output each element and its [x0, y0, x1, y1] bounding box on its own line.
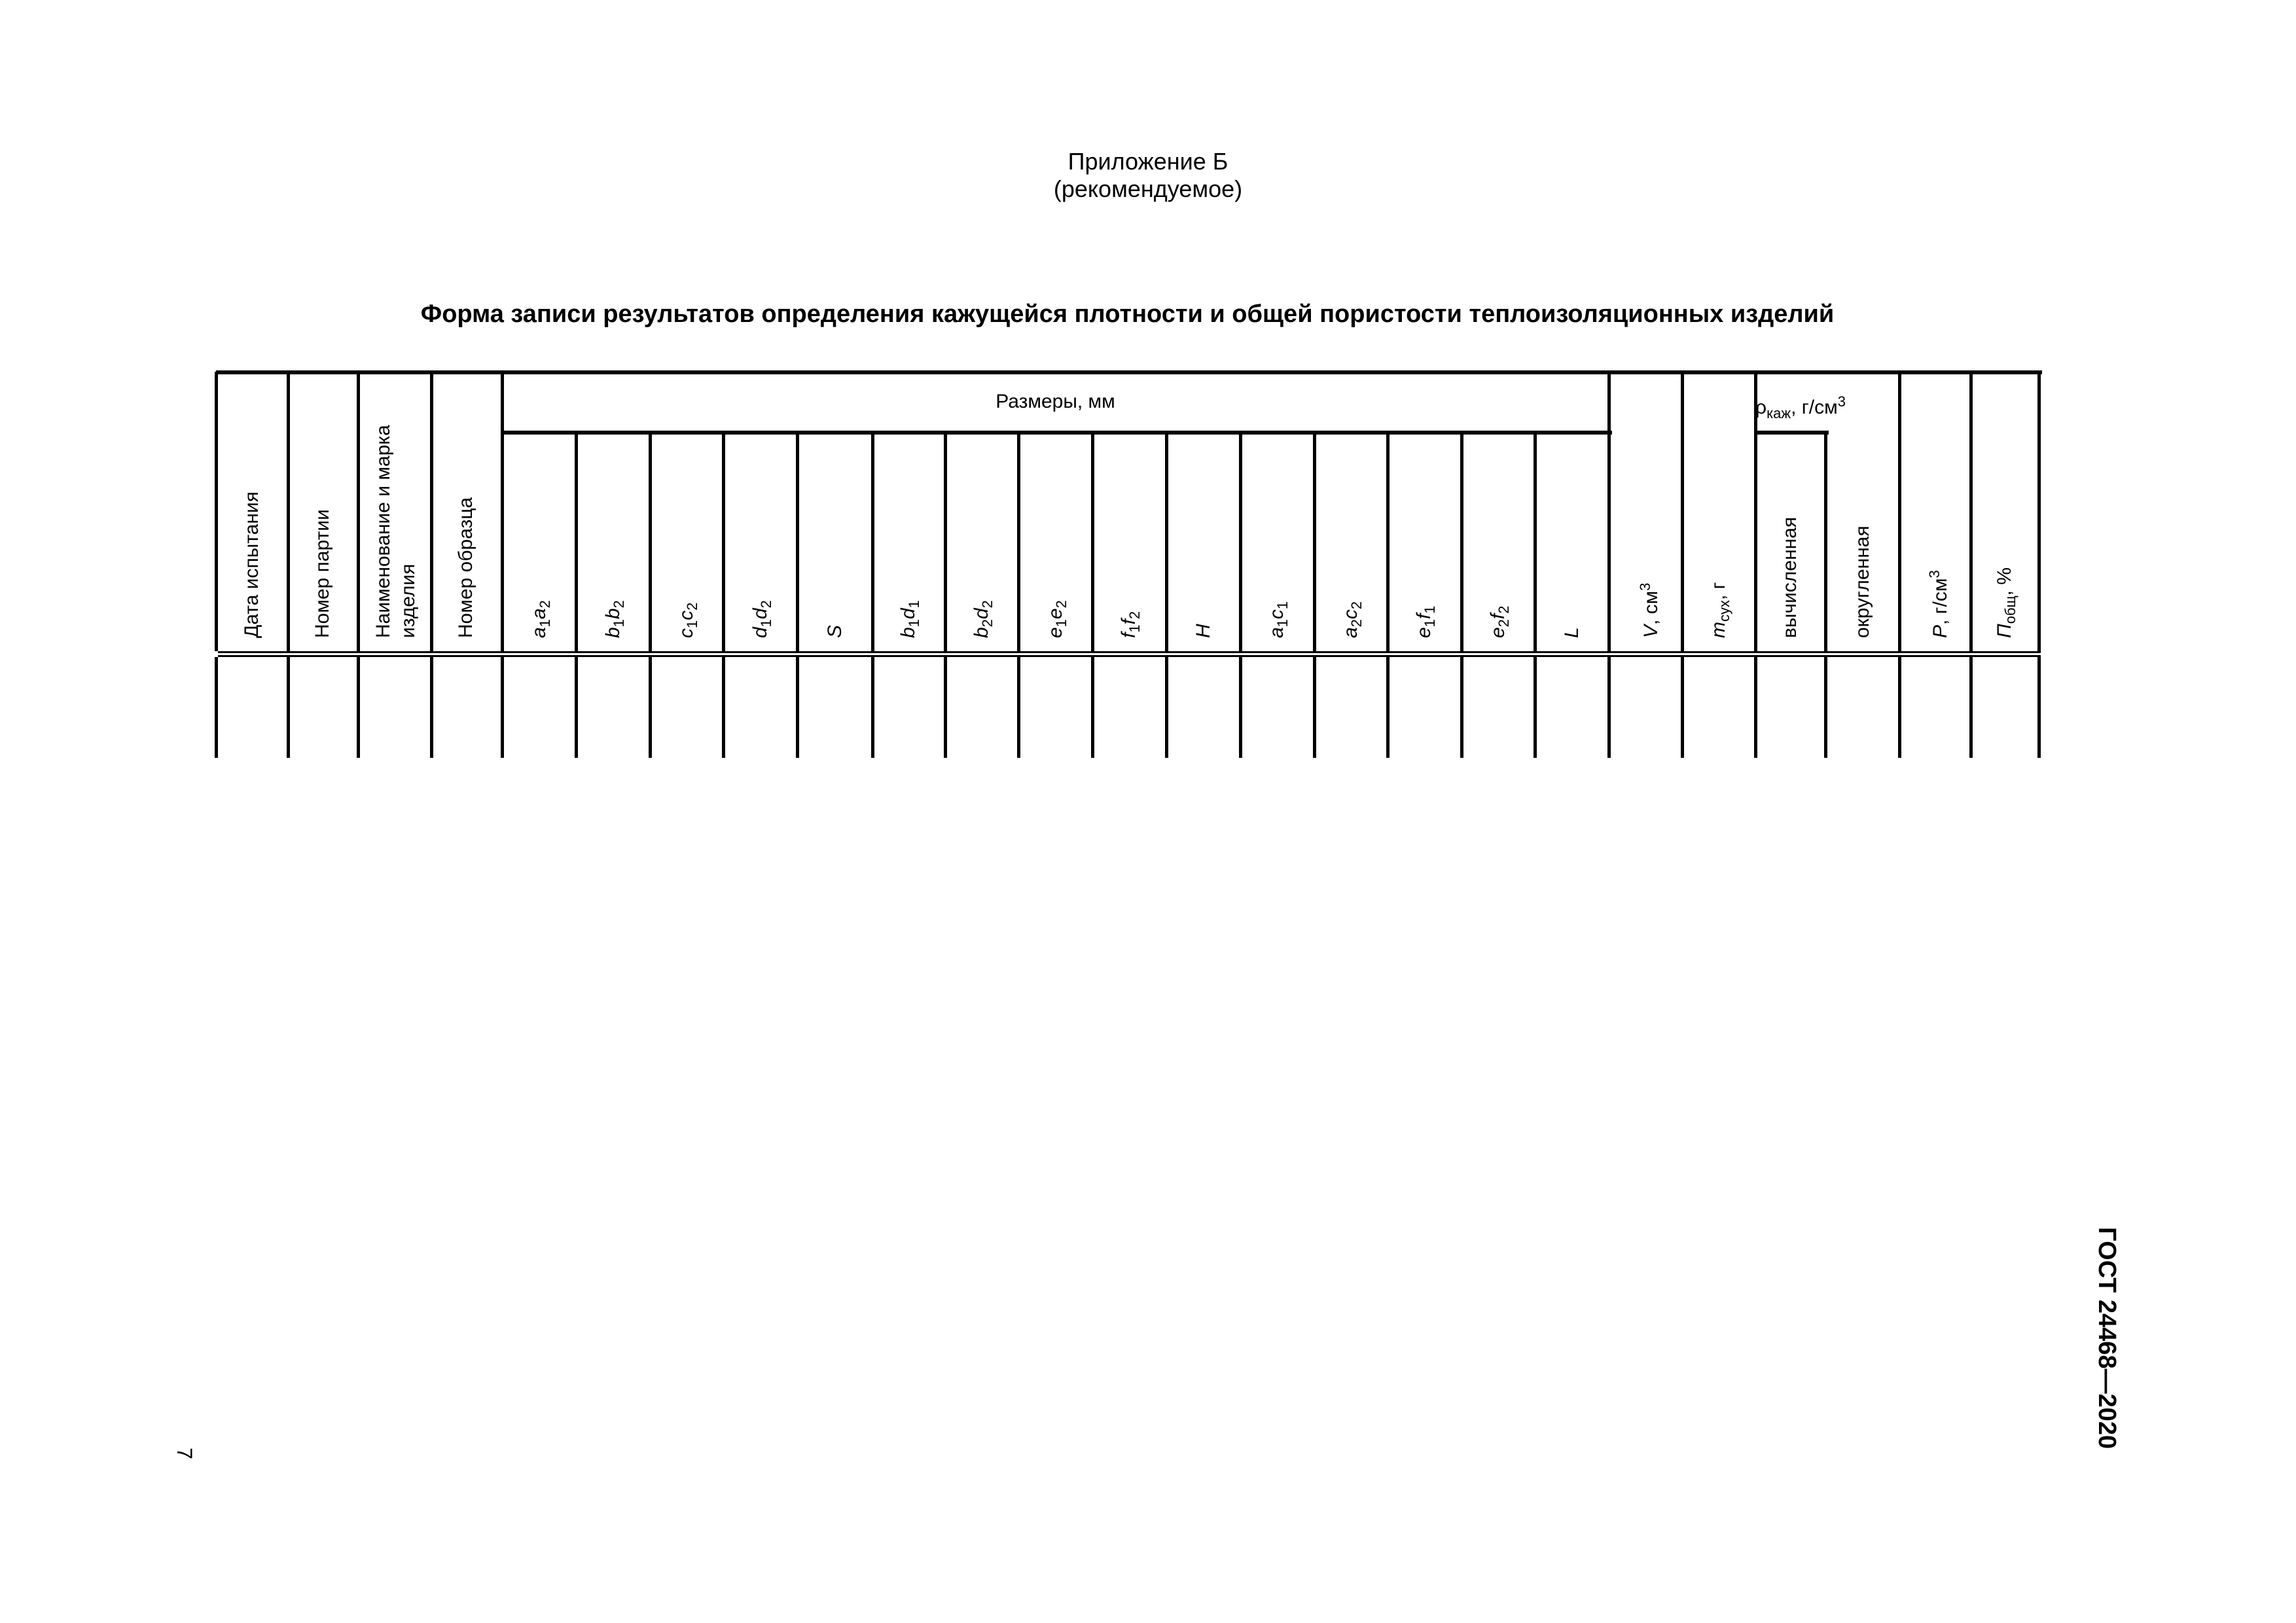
header-product-name-line2: изделия [397, 563, 419, 638]
header-b2d2: $b_2d_2$ [971, 600, 996, 638]
table-cell-volume[interactable] [1611, 657, 1681, 758]
column-border [796, 432, 799, 651]
column-border [575, 432, 578, 651]
column-border [722, 432, 725, 651]
table-cell-total-porosity[interactable] [1973, 657, 2037, 758]
column-border [501, 372, 504, 651]
density-subscript: каж [1767, 405, 1791, 421]
column-border [430, 372, 433, 651]
table-cell-true-density[interactable] [1901, 657, 1969, 758]
table-cell-b2d2[interactable] [947, 657, 1017, 758]
header-b1d1: $b_1d_1$ [897, 600, 922, 638]
header-a1a2: $a_1a_2$ [528, 600, 553, 638]
header-L: L [1561, 627, 1583, 638]
header-a1c1: $a_1c_1$ [1266, 601, 1291, 638]
table-cell-b1b2[interactable] [578, 657, 649, 758]
column-border [1681, 372, 1684, 651]
table-cell-sample-number[interactable] [433, 657, 501, 758]
dimensions-subheader-line [502, 431, 1612, 435]
header-total-porosity: $П_{общ}$, % [1994, 567, 2018, 638]
table-cell-b1d1[interactable] [874, 657, 944, 758]
header-batch-number: Номер партии [312, 509, 333, 638]
header-volume: V, $см^3$ [1637, 582, 1662, 638]
table-cell-L[interactable] [1537, 657, 1607, 758]
column-border [1091, 432, 1094, 651]
header-H: H [1193, 624, 1214, 638]
column-border [215, 372, 218, 651]
header-e1f1: $e_1f_1$ [1413, 605, 1438, 638]
table-cell-d1d2[interactable] [725, 657, 796, 758]
column-border [287, 372, 290, 651]
column-border [1969, 372, 1973, 651]
column-border [1824, 432, 1827, 651]
table-cell-e2f2[interactable] [1463, 657, 1534, 758]
column-border [649, 432, 652, 651]
header-e1e2: $e_1e_2$ [1045, 600, 1069, 638]
standard-designation: ГОСТ 24468—2020 [2093, 1227, 2121, 1450]
table-cell-a1a2[interactable] [504, 657, 575, 758]
column-border [1313, 432, 1316, 651]
table-cell-f1f2[interactable] [1094, 657, 1165, 758]
header-sample-number: Номер образца [455, 497, 476, 638]
table-cell-a1c1[interactable] [1242, 657, 1313, 758]
column-border [944, 432, 947, 651]
table-cell-e1e2[interactable] [1020, 657, 1091, 758]
column-border [357, 372, 360, 651]
table-cell-e1f1[interactable] [1390, 657, 1460, 758]
appendix-subtitle: (рекомендуемое) [1053, 175, 1243, 202]
column-border [1607, 372, 1611, 651]
density-unit: , г/см [1791, 397, 1838, 418]
table-cell-H[interactable] [1168, 657, 1239, 758]
form-title: Форма записи результатов определения кажущейся плотности и общей пористости теплоизоляционных изделий [420, 300, 1835, 328]
header-product-name-line1: Наименование и марка [372, 425, 394, 638]
column-border [1017, 432, 1020, 651]
column-border [1386, 432, 1390, 651]
table-cell-dry-mass[interactable] [1684, 657, 1754, 758]
density-unit-exponent: 3 [1837, 393, 1846, 410]
density-subheader-line [1755, 431, 1829, 435]
page-number: 7 [173, 1448, 196, 1459]
table-cell-batch-number[interactable] [290, 657, 357, 758]
header-density-rounded: округленная [1852, 526, 1873, 638]
column-border [1534, 432, 1537, 651]
header-density-calculated: вычисленная [1779, 516, 1801, 638]
table-cell-test-date[interactable] [218, 657, 287, 758]
table-cell-a2c2[interactable] [1316, 657, 1386, 758]
density-group-header [1755, 390, 1846, 425]
column-border [1239, 432, 1242, 651]
header-dry-mass: $m_{сух}$, г [1708, 582, 1732, 638]
header-b1b2: $b_1b_2$ [602, 600, 627, 638]
header-test-date: Дата испытания [241, 491, 262, 638]
column-border [2037, 372, 2041, 651]
table-cell-S[interactable] [799, 657, 871, 758]
column-border [1165, 432, 1168, 651]
header-a2c2: $a_2c_2$ [1340, 601, 1365, 638]
density-symbol: ρ [1755, 397, 1767, 418]
dimensions-group-header: Размеры, мм [996, 391, 1115, 412]
column-border [1898, 372, 1901, 651]
header-S: S [824, 624, 846, 638]
column-border [1460, 432, 1463, 651]
header-true-density: P, $г/см^3$ [1926, 570, 1951, 638]
table-top-border [216, 370, 2042, 374]
table-cell-c1c2[interactable] [652, 657, 722, 758]
header-d1d2: $d_1d_2$ [749, 600, 774, 638]
table-cell-product-name[interactable] [360, 657, 430, 758]
table-cell-density-calculated[interactable] [1757, 657, 1824, 758]
column-border [2037, 657, 2041, 758]
header-c1c2: $c_1c_2$ [675, 602, 700, 638]
table-cell-density-rounded[interactable] [1827, 657, 1898, 758]
header-e2f2: $e_2f_2$ [1487, 605, 1512, 638]
column-border [871, 432, 874, 651]
appendix-title: Приложение Б [1067, 148, 1229, 175]
header-double-line-top [218, 651, 2041, 653]
header-f1f2: $f_1f_2$ [1118, 611, 1143, 638]
